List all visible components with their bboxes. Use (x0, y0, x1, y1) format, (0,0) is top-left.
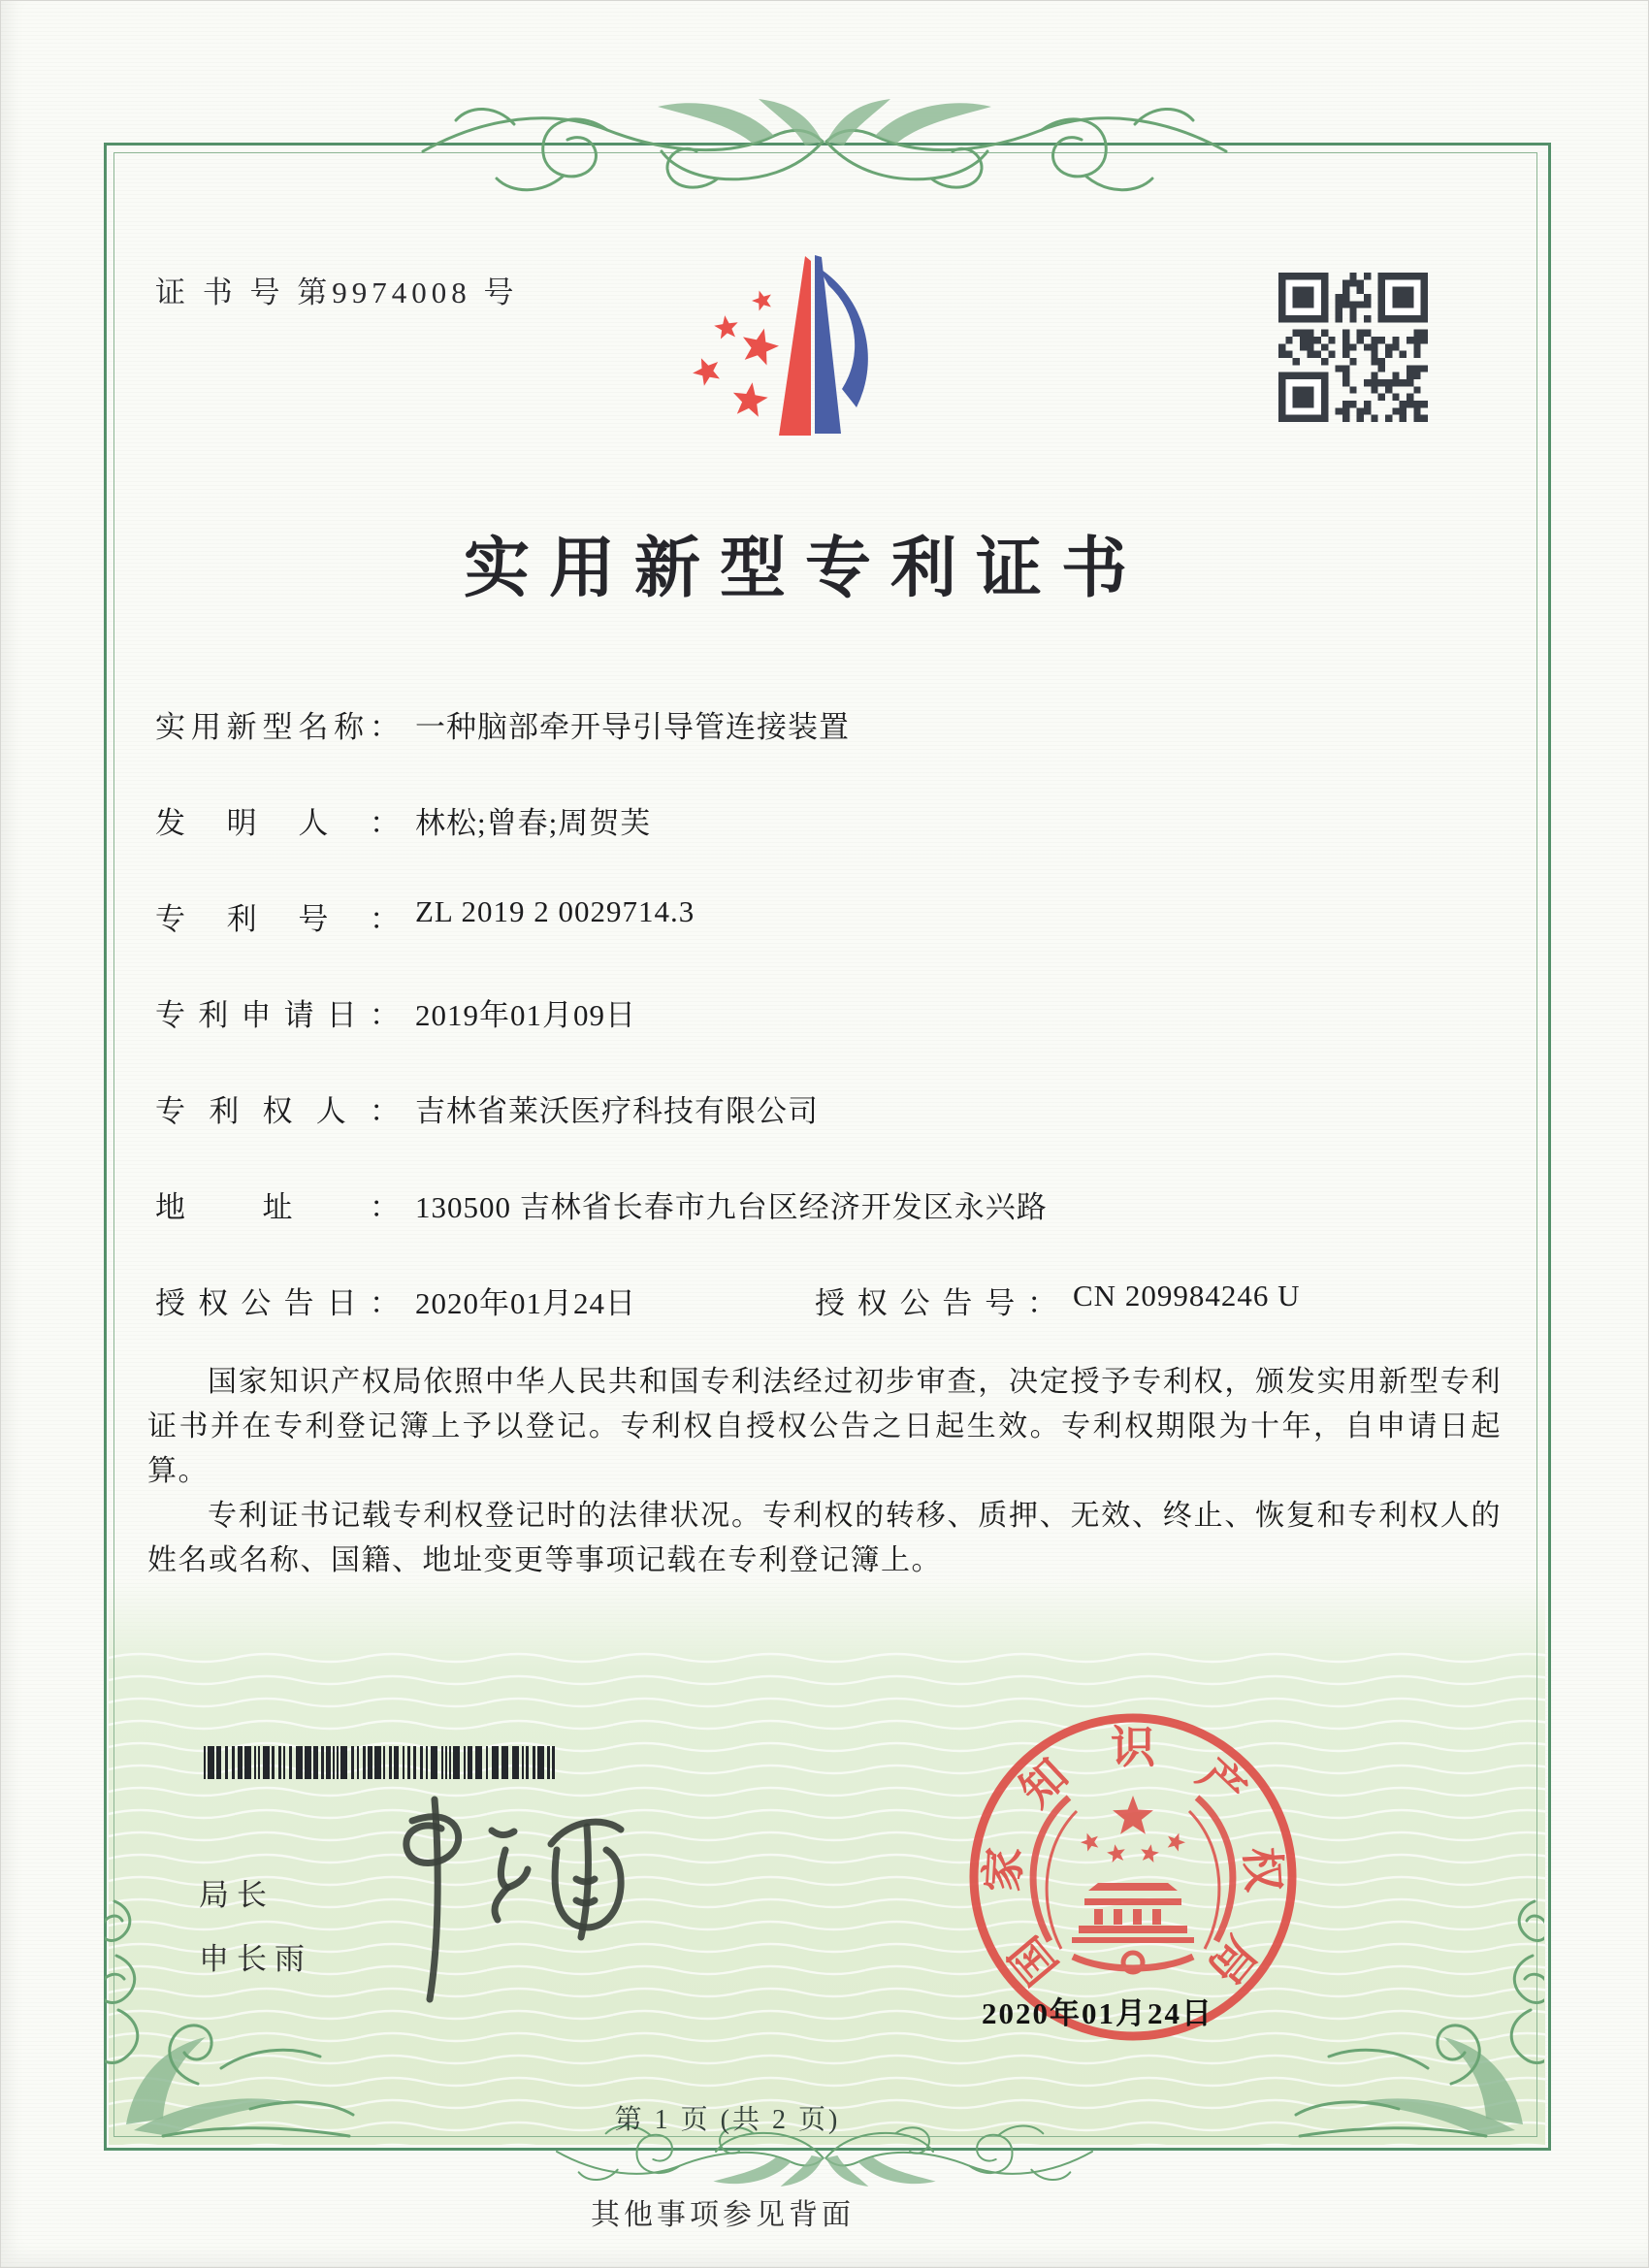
field-row-utility-model-name (155, 702, 1513, 746)
qr-code (1278, 273, 1428, 422)
field-value: 林松;曾春;周贺芙 (415, 806, 652, 840)
field-value: 一种脑部牵开导引导管连接装置 (415, 710, 850, 744)
seal-date: 2020年01月24日 (982, 1996, 1213, 2030)
field-row-inventors (155, 798, 1513, 842)
field-value: CN 209984246 U (1073, 1279, 1301, 1312)
barcode (204, 1746, 559, 1779)
svg-text:局: 局 (1198, 1927, 1266, 1993)
field-label: 专利权人： (155, 1094, 400, 1128)
field-label: 实用新型名称： (155, 710, 400, 744)
field-row-grant-number (815, 1279, 1300, 1322)
field-row-grant-date (155, 1279, 1513, 1322)
field-row-filing-date (155, 990, 1513, 1034)
legal-paragraph-1: 国家知识产权局依照中华人民共和国专利法经过初步审查，决定授予专利权，颁发实用新型专利证书并在专利登记簿上予以登记。专利权自授权公告之日起生效。专利权期限为十年，自申请日起算。 (147, 1366, 1502, 1487)
national-emblem-icon (1033, 1796, 1233, 1972)
logo-stars-icon (693, 291, 779, 417)
svg-text:权: 权 (1236, 1845, 1289, 1894)
field-label: 专利号： (155, 902, 400, 936)
field-row-patent-number (155, 894, 1513, 938)
commissioner-name: 申长雨 (199, 1942, 312, 1976)
field-value: 2020年01月24日 (415, 1286, 636, 1320)
certificate-title: 实用新型专利证书 (463, 532, 1147, 605)
field-label: 授权公告号： (815, 1286, 1057, 1320)
top-center-flourish-ornament (417, 78, 1232, 247)
svg-text:知: 知 (1011, 1749, 1078, 1817)
field-label: 发明人： (155, 806, 400, 840)
field-label: 地址： (155, 1190, 400, 1224)
legal-text (147, 1360, 1502, 1583)
back-side-note: 其他事项参见背面 (591, 2199, 855, 2231)
legal-paragraph-2: 专利证书记载专利权登记时的法律状况。专利权的转移、质押、无效、终止、恢复和专利权人的姓名或名称、国籍、地址变更等事项记载在专利登记簿上。 (147, 1500, 1502, 1576)
field-row-address (155, 1183, 1513, 1226)
field-value: 2019年01月09日 (415, 998, 636, 1032)
field-value: 130500 吉林省长春市九台区经济开发区永兴路 (415, 1190, 1048, 1224)
cnipa-logo (682, 244, 963, 453)
svg-text:家: 家 (977, 1845, 1030, 1894)
svg-text:产: 产 (1188, 1749, 1255, 1817)
svg-text:国: 国 (1000, 1927, 1068, 1993)
field-value: 吉林省莱沃医疗科技有限公司 (415, 1094, 819, 1128)
page-number: 第 1 页 (共 2 页) (614, 2105, 841, 2135)
field-label: 专利申请日： (155, 998, 400, 1032)
field-label: 授权公告日： (155, 1286, 400, 1320)
svg-text:识: 识 (1111, 1723, 1155, 1772)
field-row-patentee (155, 1086, 1513, 1130)
field-value: ZL 2019 2 0029714.3 (415, 894, 695, 928)
commissioner-signature-image (344, 1790, 635, 2013)
logo-red-wedge (779, 256, 811, 436)
certificate-number: 证 书 号 第9974008 号 (155, 275, 519, 309)
commissioner-role: 局长 (199, 1878, 275, 1912)
